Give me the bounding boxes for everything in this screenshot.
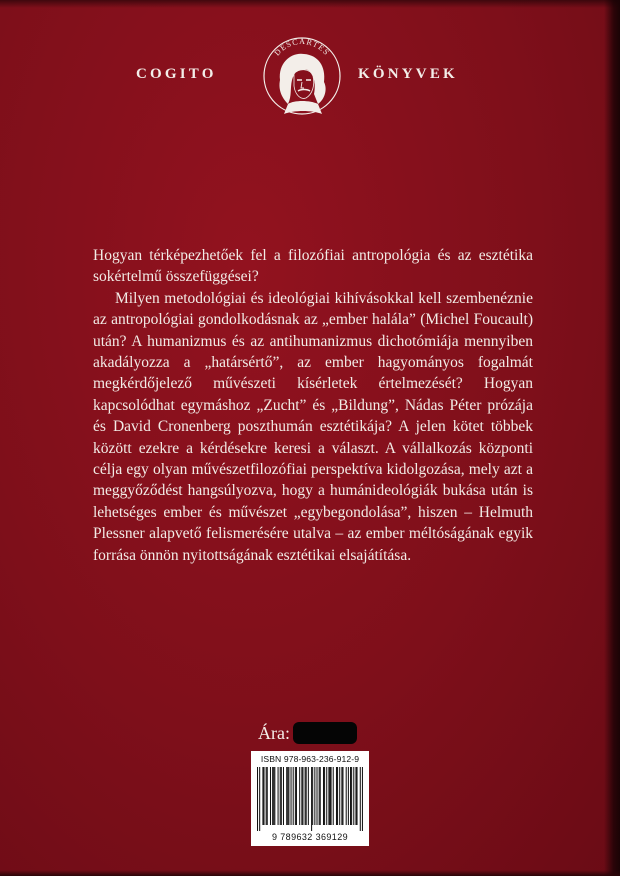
barcode-bar (350, 767, 351, 825)
series-name-right: KÖNYVEK (358, 66, 458, 82)
barcode-bar (257, 767, 258, 831)
barcode-bar (320, 767, 321, 825)
descartes-portrait-emblem (258, 24, 346, 120)
barcode-bar (357, 767, 358, 825)
barcode-bar (360, 767, 361, 831)
barcode-bar (341, 767, 342, 825)
barcode-bar (273, 767, 274, 825)
barcode-bar (348, 767, 349, 825)
barcode-bar (314, 767, 315, 825)
barcode-bar (293, 767, 294, 825)
blurb-paragraph-1: Hogyan térképezhetőek fel a filozófiai antropológia és az esztétika sokértelmű összefüggései? (93, 247, 533, 286)
barcode-bar (328, 767, 329, 825)
barcode-bar (283, 767, 284, 825)
barcode-label (251, 751, 369, 846)
barcode-bar (259, 767, 260, 831)
barcode-bar (342, 767, 343, 825)
barcode-bar (339, 767, 340, 825)
emblem-text: DESCARTES (272, 36, 332, 58)
ean-digits: 9 789632 369129 (271, 832, 349, 842)
barcode-bar (280, 767, 281, 825)
barcode-bar (272, 767, 273, 825)
barcode-bar (301, 767, 302, 825)
isbn-text: ISBN 978-963-236-912-9 (260, 754, 360, 764)
price-redaction (293, 722, 357, 744)
barcode-bar (302, 767, 303, 825)
barcode-bar (333, 767, 334, 825)
barcode-bar (353, 767, 354, 825)
back-cover-blurb (93, 245, 533, 566)
barcode-bar (295, 767, 296, 825)
barcode-bar (270, 767, 271, 825)
barcode-bar (351, 767, 352, 825)
barcode-bar (287, 767, 288, 825)
barcode-bar (286, 767, 287, 825)
barcode-bar (319, 767, 320, 825)
barcode-bar (331, 767, 332, 825)
barcode-bar (306, 767, 307, 825)
barcode-bar (337, 767, 338, 825)
barcode-bar (336, 767, 337, 825)
barcode-bar (324, 767, 325, 825)
top-shadow (0, 0, 620, 8)
barcode-bar (288, 767, 289, 825)
barcode-bar (362, 767, 363, 831)
barcode-bar (296, 767, 297, 825)
barcode-bar (291, 767, 292, 825)
barcode-bar (346, 767, 347, 825)
barcode-bar (329, 767, 330, 825)
barcode-bar (274, 767, 275, 825)
barcode-bar (355, 767, 356, 825)
barcode-bar (312, 767, 313, 825)
price-row (258, 722, 357, 744)
barcode-bar (305, 767, 306, 825)
barcode-bar (278, 767, 279, 825)
barcode-bar (281, 767, 282, 825)
barcode-bar (267, 767, 268, 825)
barcode-bar (316, 767, 317, 825)
barcode-bar (308, 767, 309, 825)
barcode-bar (326, 767, 327, 825)
barcode-bar (299, 767, 300, 825)
barcode-bar (262, 767, 263, 825)
blurb-paragraph-2: Milyen metodológiai és ideológiai kihívásokkal kell szembenéznie az antropológiai gondolkodásnak az „ember halála” (Michel Foucault) után? A humanizmus és az antihumanizmus dichotómiája mennyiben akadályozza a „határsértő”, az ember hagyományos fogalmát megkérdőjelező művészeti kísérletek értelmezését? Hogyan kapcsolódhat egymáshoz „Zucht” és „Bildung”, Nádas Péter prózája és David Cronenberg poszthumán esztétikája? A jelen kötet többek között ezekre a kérdésekre keresi a választ. A vállalkozás központi célja egy olyan művészetfilozófiai perspektíva kidolgozása, mely azt a meggyőződést hangsúlyozva, hogy a humánideológiák bukása után is lehetséges ember és művészet „egybegondolása”, hiszen – Helmuth Plessner alapvető felismerésére utalva – az ember méltóságának egyik forrása önnön nyitottságának esztétikai elsajátítása. (93, 289, 533, 564)
price-label: Ára: (258, 722, 290, 743)
barcode-bar (311, 767, 312, 831)
barcode-bar (323, 767, 324, 825)
series-name-left: COGITO (136, 66, 217, 82)
barcode (257, 767, 363, 831)
barcode-bar (266, 767, 267, 825)
spine-shadow (604, 0, 620, 876)
bottom-edge (0, 870, 620, 876)
barcode-bar (263, 767, 264, 825)
